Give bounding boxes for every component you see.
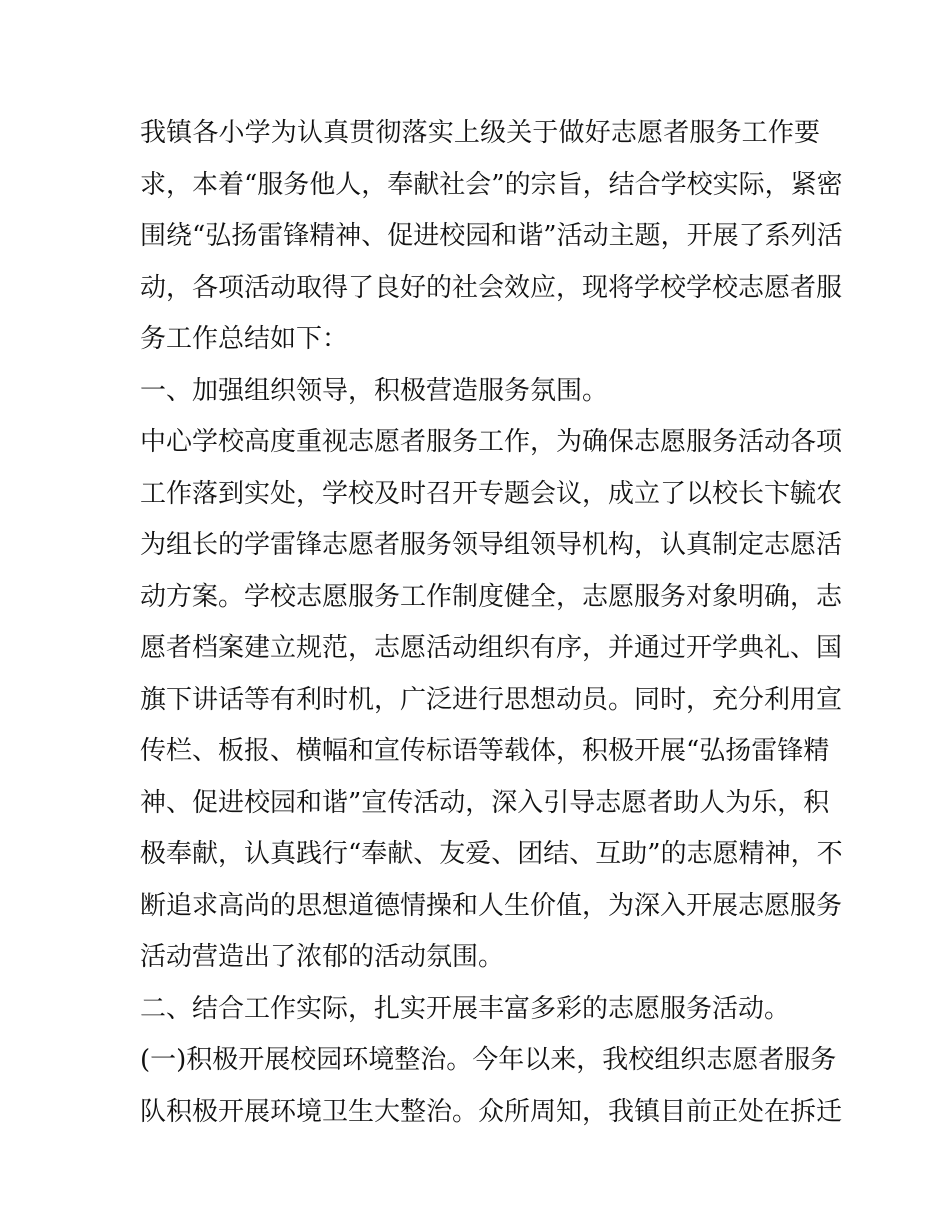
text-line: 愿者档案建立规范，志愿活动组织有序，并通过开学典礼、国 [140,633,843,663]
text-line: 断追求高尚的思想道德情操和人生价值，为深入开展志愿服务 [140,890,843,921]
text-line: 活动营造出了浓郁的活动氛围。 [140,942,505,972]
subsection-line: (一)积极开展校园环境整治。今年以来，我校组织志愿者服务 [140,1045,837,1075]
text-line: 动，各项活动取得了良好的社会效应，现将学校学校志愿者服 [140,272,843,303]
text-line: 为组长的学雷锋志愿者服务领导组领导机构，认真制定志愿活 [140,530,843,560]
text-line: 队积极开展环境卫生大整治。众所周知，我镇目前正处在拆迁 [140,1096,843,1127]
text-line: 求，本着“服务他人，奉献社会”的宗旨，结合学校实际，紧密 [140,169,843,200]
section-heading-1: 一、加强组织领导，积极营造服务氛围。 [140,375,609,406]
text-line: 围绕“弘扬雷锋精神、促进校园和谐”活动主题，开展了系列活 [140,221,843,251]
text-line: 务工作总结如下： [140,324,349,354]
text-line: 传栏、板报、横幅和宣传标语等载体，积极开展“弘扬雷锋精 [140,736,830,766]
text-line: 工作落到实处，学校及时召开专题会议，成立了以校长卞毓农 [140,478,843,509]
text-line: 中心学校高度重视志愿者服务工作，为确保志愿服务活动各项 [140,427,843,457]
text-line: 动方案。学校志愿服务工作制度健全，志愿服务对象明确，志 [140,581,843,612]
text-line: 神、促进校园和谐”宣传活动，深入引导志愿者助人为乐，积 [140,787,830,818]
text-line: 我镇各小学为认真贯彻落实上级关于做好志愿者服务工作要 [140,118,820,148]
body-text [140,108,843,1138]
section-heading-2: 二、结合工作实际，扎实开展丰富多彩的志愿服务活动。 [140,993,791,1024]
text-line: 旗下讲话等有利时机，广泛进行思想动员。同时，充分利用宣 [140,684,843,715]
text-line: 极奉献，认真践行“奉献、友爱、团结、互助”的志愿精神，不 [140,839,843,869]
